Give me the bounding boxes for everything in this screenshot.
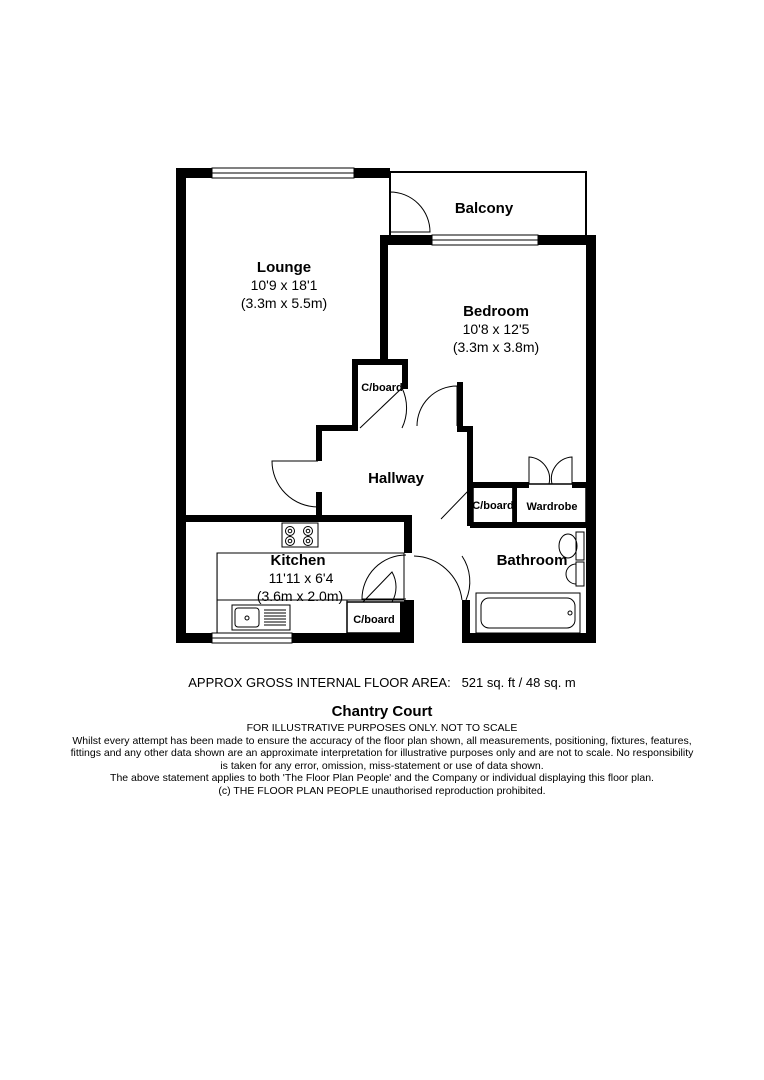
wall-bottom-bathroom	[462, 633, 596, 643]
cboard-kitchen-wall	[400, 602, 405, 633]
disclaimer-line: The above statement applies to both 'The Floor Plan People' and the Company or individual displaying this floor plan.	[110, 772, 654, 784]
disclaimer-line: fittings and any other data shown are an approximate interpretation for illustrative purposes only and are not to scale. No responsibility	[70, 747, 694, 759]
wall-hall-upper-left	[316, 425, 358, 431]
cboard-kitchen-label: C/board	[353, 614, 395, 626]
door-balcony	[390, 192, 430, 235]
bedroom-label: Bedroom	[463, 303, 529, 320]
disclaimer-line: (c) THE FLOOR PLAN PEOPLE unauthorised reproduction prohibited.	[218, 784, 546, 797]
disclaimer-line: Whilst every attempt has been made to ensure the accuracy of the floor plan shown, all measurements, positioning, fixtures, features,	[72, 734, 692, 747]
door-wardrobe	[529, 457, 572, 484]
cboard-hall-label: C/board	[472, 500, 514, 512]
wall-bathroom-top	[470, 522, 586, 528]
floor-area-value: 521 sq. ft / 48 sq. m	[461, 675, 576, 690]
kitchen-dim-metric: (3.6m x 2.0m)	[256, 588, 344, 604]
balcony-label: Balcony	[454, 200, 514, 217]
kitchen-label: Kitchen	[270, 552, 326, 569]
wall-lounge-partition	[380, 235, 388, 359]
wall-wardrobe-top	[473, 482, 529, 488]
windows	[212, 168, 538, 643]
kitchen-dim-imperial: 11'11 x 6'4	[268, 570, 334, 586]
wall-hall-left	[316, 425, 322, 461]
wall-hall-left-lower	[316, 492, 322, 516]
bathroom-label: Bathroom	[496, 552, 568, 569]
door-lounge	[272, 461, 318, 507]
door-bedroom	[417, 386, 457, 426]
doors	[272, 192, 572, 602]
door-bathroom	[462, 556, 470, 600]
wall-kitchen-right-upper	[404, 515, 412, 553]
wall-kitchen-top	[186, 515, 410, 522]
bath	[476, 593, 580, 633]
door-kitchen	[362, 555, 406, 599]
door-lounge-cboard	[360, 388, 407, 428]
wall-hall-cboard-right	[402, 359, 408, 389]
wall-right	[586, 235, 596, 643]
wall-hall-cboard-top	[352, 359, 408, 365]
property-title: Chantry Court	[331, 703, 433, 720]
lounge-label: Lounge	[256, 259, 312, 276]
wall-hall-right-upper	[457, 382, 463, 432]
wall-lounge-left	[176, 168, 186, 643]
hallway-label: Hallway	[368, 470, 424, 487]
lounge-dim-imperial: 10'9 x 18'1	[250, 277, 318, 293]
disclaimer-line: is taken for any error, omission, miss-statement or use of data shown.	[220, 759, 544, 772]
wardrobe-label: Wardrobe	[526, 501, 578, 513]
wall-wardrobe-top-right	[572, 482, 586, 488]
floor-area	[0, 675, 764, 690]
cboard-lounge-label: C/board	[361, 382, 403, 394]
bedroom-dim-metric: (3.3m x 3.8m)	[452, 339, 540, 355]
disclaimer-line: FOR ILLUSTRATIVE PURPOSES ONLY. NOT TO SCALE	[246, 722, 518, 734]
bathroom-fittings	[476, 532, 584, 633]
floor-area-label: APPROX GROSS INTERNAL FLOOR AREA:	[188, 675, 451, 690]
disclaimer	[60, 722, 704, 797]
bedroom-dim-imperial: 10'8 x 12'5	[462, 321, 530, 337]
sink	[232, 605, 290, 630]
wall-hall-cboard-left	[352, 359, 358, 431]
basin	[566, 562, 584, 586]
wall-bathroom-left	[462, 600, 470, 643]
lounge-dim-metric: (3.3m x 5.5m)	[240, 295, 328, 311]
